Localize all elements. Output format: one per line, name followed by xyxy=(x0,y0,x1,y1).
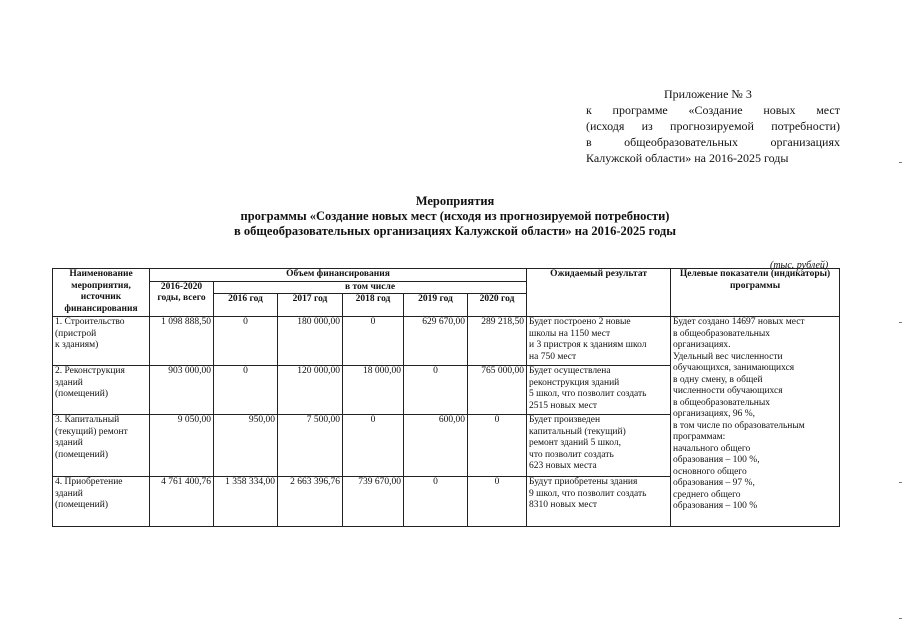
row-2016: 1 358 334,00 xyxy=(214,477,278,527)
row-name: 1. Строительство (пристрой к зданиям) xyxy=(53,317,150,366)
row-2016: 950,00 xyxy=(214,415,278,477)
appendix-line: (исходя из прогнозируемой потребности) xyxy=(586,119,840,133)
header-total-years: 2016-2020 xyxy=(160,281,203,292)
row-2018: 0 xyxy=(343,317,404,366)
document-heading xyxy=(140,194,770,239)
row-name: 4. Приобретение зданий (помещений) xyxy=(53,477,150,527)
appendix-line: к программе «Создание новых мест xyxy=(586,103,840,117)
row-2019: 0 xyxy=(404,477,468,527)
scan-mark xyxy=(899,482,902,483)
header-year-2017: 2017 год xyxy=(278,294,343,317)
row-total: 9 050,00 xyxy=(150,415,214,477)
row-2019: 0 xyxy=(404,366,468,415)
targets-cell: Будет создано 14697 новых мест в общеобразовательных организациях. Удельный вес численности обучающихся, занимающихся в одну смену, в общей численности обучающихся в общеобразовательных организациях, 96 %, в том числе по образовательным программам: начального общего образования – 100 %, основного общего образования – 97 %, среднего общего образования – 100 % xyxy=(671,317,840,527)
table-row xyxy=(53,317,840,366)
row-2017: 120 000,00 xyxy=(278,366,343,415)
row-total: 903 000,00 xyxy=(150,366,214,415)
heading-line: в общеобразовательных организациях Калужской области» на 2016-2025 годы xyxy=(233,224,677,238)
row-2020: 0 xyxy=(468,415,527,477)
row-2016: 0 xyxy=(214,366,278,415)
header-year-2019: 2019 год xyxy=(404,294,468,317)
row-total: 1 098 888,50 xyxy=(150,317,214,366)
header-year-2016: 2016 год xyxy=(214,294,278,317)
header-funding: Объем финансирования xyxy=(150,269,527,282)
row-2018: 18 000,00 xyxy=(343,366,404,415)
heading-line: программы «Создание новых мест (исходя из прогнозируемой потребности) xyxy=(240,209,670,223)
scan-mark xyxy=(899,618,902,619)
row-2019: 600,00 xyxy=(404,415,468,477)
row-2019: 629 670,00 xyxy=(404,317,468,366)
header-total xyxy=(150,281,214,317)
header-name: Наименование мероприятия, источник финансирования xyxy=(53,269,150,317)
units-note: (тыс. рублей) xyxy=(770,260,829,271)
row-name: 3. Капитальный (текущий) ремонт зданий (помещений) xyxy=(53,415,150,477)
row-2017: 180 000,00 xyxy=(278,317,343,366)
scan-mark xyxy=(899,162,902,163)
activities-table xyxy=(52,268,840,527)
row-2020: 765 000,00 xyxy=(468,366,527,415)
appendix-title: Приложение № 3 xyxy=(664,87,752,101)
appendix-line: в общеобразовательных организациях xyxy=(586,135,840,149)
row-2018: 0 xyxy=(343,415,404,477)
header-year-2018: 2018 год xyxy=(343,294,404,317)
row-2020: 289 218,50 xyxy=(468,317,527,366)
appendix-block xyxy=(586,86,840,166)
row-result: Будет построено 2 новые школы на 1150 мест и 3 пристроя к зданиям школ на 750 мест xyxy=(527,317,671,366)
row-result: Будет осуществлена реконструкция зданий 5 школ, что позволит создать 2515 новых мест xyxy=(527,366,671,415)
row-result: Будут приобретены здания 9 школ, что позволит создать 8310 новых мест xyxy=(527,477,671,527)
row-total: 4 761 400,76 xyxy=(150,477,214,527)
appendix-line: Калужской области» на 2016-2025 годы xyxy=(586,151,789,165)
header-including: в том числе xyxy=(214,281,527,294)
row-2017: 2 663 396,76 xyxy=(278,477,343,527)
row-result: Будет произведен капитальный (текущий) ремонт зданий 5 школ, что позволит создать 623 новых места xyxy=(527,415,671,477)
scan-mark xyxy=(899,322,902,323)
header-year-2020: 2020 год xyxy=(468,294,527,317)
row-name: 2. Реконструкция зданий (помещений) xyxy=(53,366,150,415)
row-2020: 0 xyxy=(468,477,527,527)
row-2017: 7 500,00 xyxy=(278,415,343,477)
header-expected-result: Ожидаемый результат xyxy=(527,269,671,317)
heading-title: Мероприятия xyxy=(415,194,495,208)
header-total-label: годы, всего xyxy=(157,293,206,303)
row-2016: 0 xyxy=(214,317,278,366)
row-2018: 739 670,00 xyxy=(343,477,404,527)
header-targets: Целевые показатели (индикаторы) программы xyxy=(671,269,840,317)
